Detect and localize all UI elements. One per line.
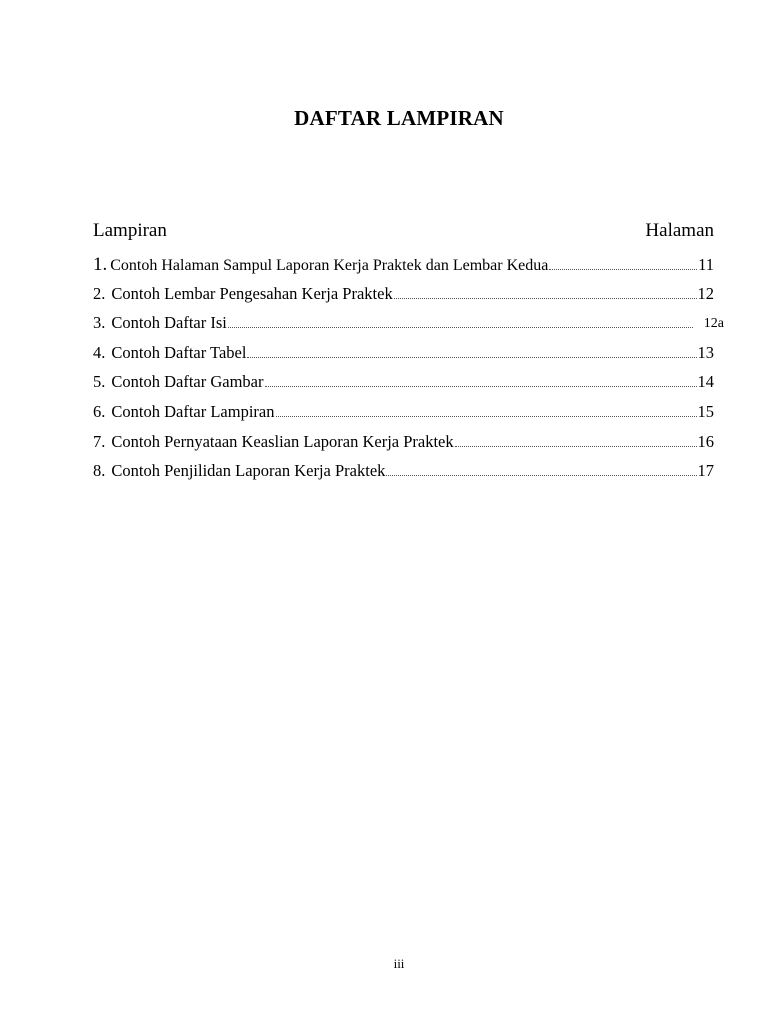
toc-item-page: 14 <box>697 372 714 392</box>
page-number: iii <box>393 956 405 971</box>
toc-leader-dots <box>276 416 697 417</box>
toc-item-8 <box>93 461 714 491</box>
toc-item-6 <box>93 402 714 432</box>
toc-item-label: Contoh Daftar Gambar <box>111 372 264 392</box>
toc-item-1 <box>93 254 714 284</box>
toc-item-number: 7. <box>93 431 106 451</box>
toc-item-label: Contoh Lembar Pengesahan Kerja Praktek <box>111 283 393 303</box>
toc-item-number: 6. <box>93 401 106 421</box>
toc-item-2 <box>93 284 714 314</box>
toc-leader-dots <box>394 298 697 299</box>
toc-item-page: 11 <box>698 255 714 274</box>
toc-item-label: Contoh Pernyataan Keaslian Laporan Kerja Praktek <box>111 431 454 451</box>
toc-item-number: 4. <box>93 342 106 362</box>
toc-item-number: 2. <box>93 283 106 303</box>
toc-item-number: 1. <box>93 254 108 275</box>
toc-item-label: Contoh Halaman Sampul Laporan Kerja Praktek dan Lembar Kedua <box>110 257 549 274</box>
toc-item-page: 16 <box>697 431 714 451</box>
toc-item-page: 13 <box>697 342 714 362</box>
toc-item-number: 8. <box>93 461 106 481</box>
toc-list <box>93 254 724 491</box>
toc-leader-dots <box>265 386 697 387</box>
toc-leader-dots <box>386 475 696 476</box>
toc-item-4 <box>93 343 714 373</box>
toc-item-label: Contoh Daftar Lampiran <box>111 401 275 421</box>
toc-item-number: 5. <box>93 372 106 392</box>
toc-item-page: 15 <box>697 401 714 421</box>
page-title: DAFTAR LAMPIRAN <box>294 106 504 130</box>
toc-leader-dots <box>549 269 697 270</box>
toc-item-7 <box>93 432 714 462</box>
toc-header <box>93 220 714 242</box>
toc-leader-dots <box>228 327 693 328</box>
toc-item-page: 12a <box>703 316 724 332</box>
toc-item-label: Contoh Daftar Isi <box>111 313 227 333</box>
toc-leader-dots <box>247 357 696 358</box>
toc-item-5 <box>93 372 714 402</box>
toc-header-lampiran: Lampiran <box>93 220 167 241</box>
toc-leader-dots <box>455 446 697 447</box>
toc-item-page: 17 <box>697 461 714 481</box>
toc-item-label: Contoh Daftar Tabel <box>111 342 247 362</box>
toc-item-number: 3. <box>93 313 106 333</box>
toc-header-halaman: Halaman <box>645 220 714 241</box>
toc-item-page: 12 <box>697 283 714 303</box>
toc-item-3 <box>93 313 724 343</box>
toc-item-label: Contoh Penjilidan Laporan Kerja Praktek <box>111 461 386 481</box>
